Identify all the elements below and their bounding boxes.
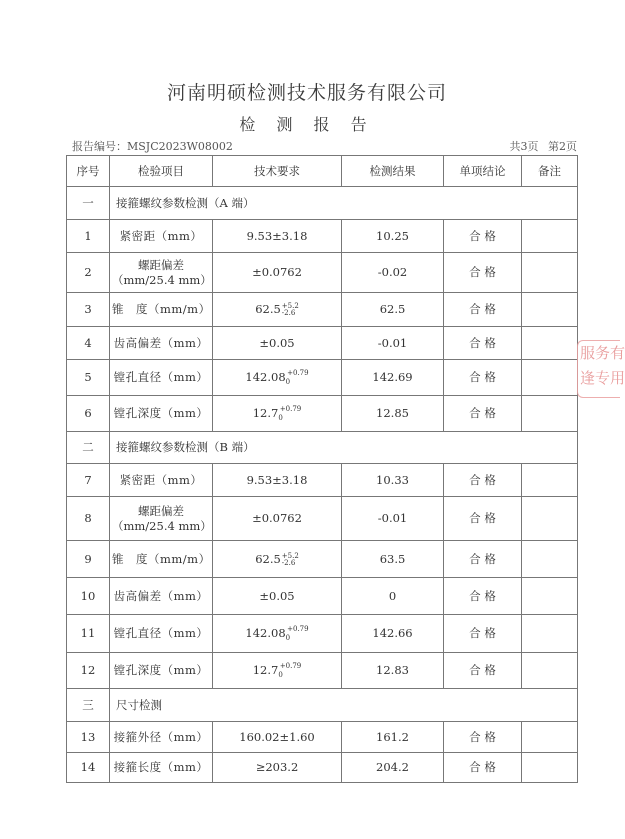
req-tolerance [282, 553, 299, 567]
cell-remark [522, 541, 578, 578]
cell-result: -0.02 [342, 253, 444, 293]
cell-conclusion: 合 格 [444, 360, 522, 396]
cell-conclusion: 合 格 [444, 464, 522, 497]
inspection-table [66, 155, 578, 783]
page-current: 第2页 [548, 140, 577, 153]
cell-conclusion: 合 格 [444, 753, 522, 783]
req-lower: -2.6 [281, 558, 296, 567]
table-row [67, 497, 578, 541]
cell-seq: 3 [67, 293, 110, 327]
section-title: 尺寸检测 [110, 689, 578, 722]
cell-conclusion: 合 格 [444, 220, 522, 253]
report-meta [72, 138, 577, 154]
table-row [67, 722, 578, 753]
req-tolerance [282, 303, 299, 317]
cell-item [110, 497, 213, 541]
cell-remark [522, 360, 578, 396]
req-base: 62.5 [255, 302, 281, 316]
cell-result: 204.2 [342, 753, 444, 783]
table-row [67, 578, 578, 615]
cell-req [213, 541, 342, 578]
table-header-row [67, 156, 578, 187]
cell-result: 161.2 [342, 722, 444, 753]
section-number: 三 [67, 689, 110, 722]
cell-remark [522, 753, 578, 783]
cell-result: 12.85 [342, 396, 444, 432]
stamp-line2: 逢专用 [580, 369, 625, 387]
table-row [67, 396, 578, 432]
section-row [67, 187, 578, 220]
company-name: 河南明硕检测技术服务有限公司 [166, 82, 447, 104]
cell-conclusion: 合 格 [444, 578, 522, 615]
stamp-line1: 服务有 [580, 344, 625, 362]
cell-seq: 9 [67, 541, 110, 578]
cell-remark [522, 578, 578, 615]
cell-remark [522, 396, 578, 432]
req-upper: +5.2 [281, 551, 299, 560]
section-title: 接箍螺纹参数检测（B 端） [110, 432, 578, 464]
cell-result: 0 [342, 578, 444, 615]
cell-result: 142.69 [342, 360, 444, 396]
req-upper: +0.79 [287, 368, 309, 377]
cell-req [213, 396, 342, 432]
cell-seq: 13 [67, 722, 110, 753]
cell-req: ±0.0762 [213, 253, 342, 293]
cell-item: 接箍外径（mm） [110, 722, 213, 753]
cell-seq: 1 [67, 220, 110, 253]
table-row [67, 360, 578, 396]
cell-remark [522, 653, 578, 689]
cell-item: 接箍长度（mm） [110, 753, 213, 783]
table-row [67, 464, 578, 497]
req-upper: +0.79 [287, 624, 309, 633]
cell-remark [522, 497, 578, 541]
cell-seq: 4 [67, 327, 110, 360]
cell-item: 镗孔深度（mm） [110, 396, 213, 432]
cell-conclusion: 合 格 [444, 541, 522, 578]
cell-result: 10.33 [342, 464, 444, 497]
cell-conclusion: 合 格 [444, 293, 522, 327]
cell-conclusion: 合 格 [444, 253, 522, 293]
header-result: 检测结果 [342, 156, 444, 187]
req-base: 12.7 [252, 662, 279, 677]
cell-result: 10.25 [342, 220, 444, 253]
req-lower: 0 [285, 377, 291, 386]
cell-item-line1: 螺距偏差 [138, 503, 184, 518]
cell-remark [522, 615, 578, 653]
cell-result: 63.5 [342, 541, 444, 578]
cell-result: -0.01 [342, 327, 444, 360]
cell-conclusion: 合 格 [444, 653, 522, 689]
header-item: 检验项目 [110, 156, 213, 187]
req-lower: -2.6 [281, 309, 296, 317]
cell-conclusion: 合 格 [444, 497, 522, 541]
table-row [67, 615, 578, 653]
header-remark: 备注 [522, 156, 578, 187]
cell-seq: 5 [67, 360, 110, 396]
req-base: 12.7 [252, 405, 279, 420]
cell-conclusion: 合 格 [444, 396, 522, 432]
cell-item: 紧密距（mm） [110, 464, 213, 497]
cell-item: 锥 度（mm/m） [110, 541, 213, 578]
cell-conclusion: 合 格 [444, 615, 522, 653]
cell-req [213, 293, 342, 327]
section-row [67, 432, 578, 464]
cell-seq: 8 [67, 497, 110, 541]
cell-item: 镗孔直径（mm） [110, 615, 213, 653]
req-upper: +5.2 [281, 302, 299, 310]
cell-item-line1: 螺距偏差 [138, 257, 184, 272]
req-upper: +0.79 [279, 661, 302, 670]
cell-seq: 6 [67, 396, 110, 432]
cell-req [213, 615, 342, 653]
cell-remark [522, 722, 578, 753]
cell-remark [522, 293, 578, 327]
cell-req: ±0.05 [213, 578, 342, 615]
cell-result: -0.01 [342, 497, 444, 541]
req-base: 142.08 [245, 369, 286, 384]
table-row [67, 253, 578, 293]
cell-req: ±0.05 [213, 327, 342, 360]
cell-result: 12.83 [342, 653, 444, 689]
section-number: 一 [67, 187, 110, 220]
table-row [67, 293, 578, 327]
cell-req: 160.02±1.60 [213, 722, 342, 753]
cell-req: ≥203.2 [213, 753, 342, 783]
cell-req [213, 653, 342, 689]
cell-conclusion: 合 格 [444, 722, 522, 753]
section-number: 二 [67, 432, 110, 464]
cell-item: 齿高偏差（mm） [110, 327, 213, 360]
cell-item: 锥 度（mm/m） [110, 293, 213, 327]
page-info [504, 138, 578, 154]
report-number: 报告编号：MSJC2023W08002 [72, 140, 233, 153]
cell-item-line2: （mm/25.4 mm） [112, 272, 212, 287]
table-row [67, 327, 578, 360]
table-row [67, 220, 578, 253]
req-lower: 0 [278, 670, 283, 679]
req-lower: 0 [278, 413, 283, 422]
cell-seq: 14 [67, 753, 110, 783]
header-conclusion: 单项结论 [444, 156, 522, 187]
cell-item-line2: （mm/25.4 mm） [112, 518, 212, 533]
cell-remark [522, 253, 578, 293]
cell-conclusion: 合 格 [444, 327, 522, 360]
section-row [67, 689, 578, 722]
cell-req: ±0.0762 [213, 497, 342, 541]
seal-stamp [577, 340, 625, 398]
cell-req [213, 360, 342, 396]
header-req: 技术要求 [213, 156, 342, 187]
report-title: 检 测 报 告 [239, 115, 375, 134]
cell-seq: 7 [67, 464, 110, 497]
header-seq: 序号 [67, 156, 110, 187]
cell-remark [522, 464, 578, 497]
req-lower: 0 [285, 633, 291, 642]
table-row [67, 653, 578, 689]
req-upper: +0.79 [279, 404, 302, 413]
cell-item [110, 253, 213, 293]
req-base: 62.5 [255, 551, 281, 566]
section-title: 接箍螺纹参数检测（A 端） [110, 187, 578, 220]
table-row [67, 541, 578, 578]
cell-result: 142.66 [342, 615, 444, 653]
cell-req: 9.53±3.18 [213, 464, 342, 497]
req-base: 142.08 [245, 625, 286, 640]
table-row [67, 753, 578, 783]
cell-item: 紧密距（mm） [110, 220, 213, 253]
cell-seq: 12 [67, 653, 110, 689]
cell-seq: 11 [67, 615, 110, 653]
cell-remark [522, 327, 578, 360]
cell-seq: 2 [67, 253, 110, 293]
page-total: 共3页 [509, 140, 539, 153]
cell-item: 镗孔深度（mm） [110, 653, 213, 689]
cell-seq: 10 [67, 578, 110, 615]
cell-result: 62.5 [342, 293, 444, 327]
cell-item: 镗孔直径（mm） [110, 360, 213, 396]
cell-req: 9.53±3.18 [213, 220, 342, 253]
cell-item: 齿高偏差（mm） [110, 578, 213, 615]
cell-remark [522, 220, 578, 253]
